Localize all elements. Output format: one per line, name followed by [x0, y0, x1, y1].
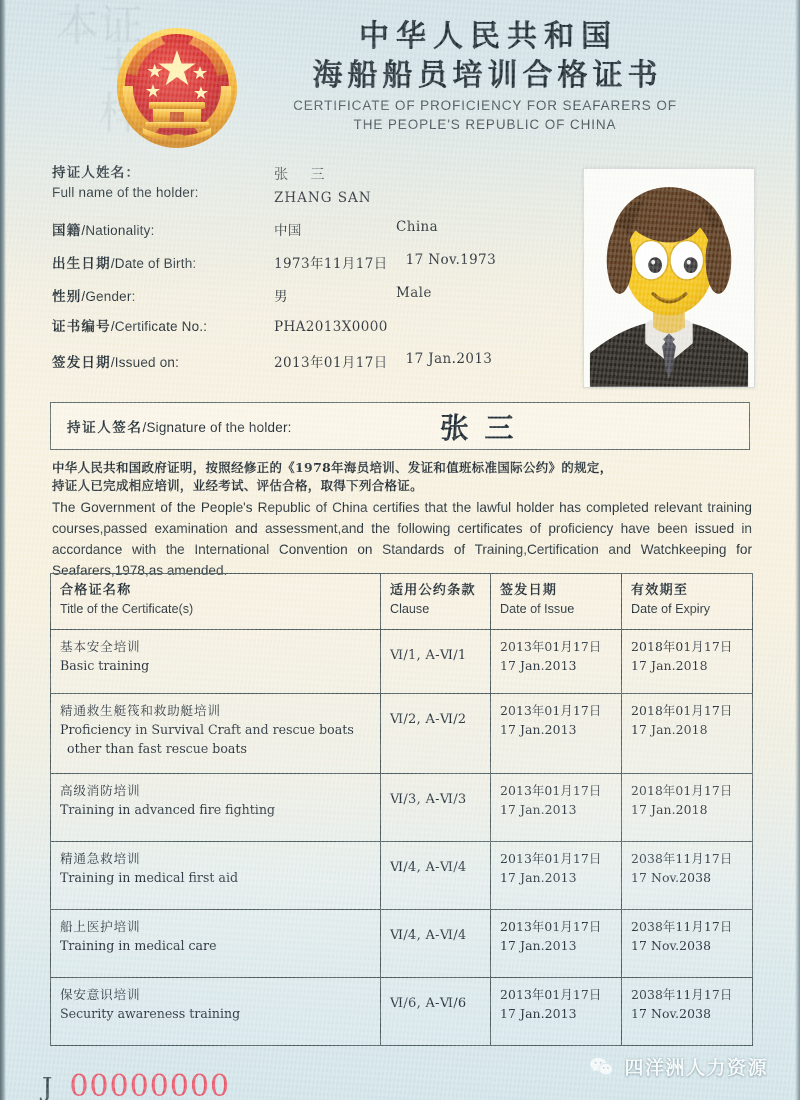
detail-label-name: [52, 163, 274, 203]
detail-label-gender-en: /Gender:: [81, 289, 136, 304]
cell-expiry-en: 17 Nov.2038: [631, 938, 712, 953]
cell-expiry: [622, 910, 753, 978]
cell-expiry-cn: 2018年01月17日: [631, 703, 733, 718]
cell-issue-en: 17 Jan.2013: [500, 938, 577, 953]
signature-label-cn: 持证人签名: [67, 420, 143, 436]
table-header-title-en: Title of the Certificate(s): [60, 602, 194, 616]
cell-issue-en: 17 Jan.2013: [500, 870, 577, 885]
holder-details: [52, 163, 562, 384]
table-header-row: [51, 574, 753, 630]
cell-issue-cn: 2013年01月17日: [500, 919, 602, 934]
cell-issue-en: 17 Jan.2013: [500, 802, 577, 817]
cell-expiry-en: 17 Jan.2018: [631, 802, 708, 817]
ghost-watermark: 证书样本: [47, 2, 142, 134]
declaration-cn-line2: 持证人已完成相应培训，业经考试、评估合格，取得下列合格证。: [52, 478, 423, 493]
brand-text: 四洋洲人力资源: [624, 1057, 768, 1079]
cell-clause: Ⅵ/2, A-Ⅵ/2: [381, 694, 491, 774]
cell-title-cn: 保安意识培训: [60, 987, 141, 1002]
cell-title-cn: 基本安全培训: [60, 639, 141, 654]
cell-issue-cn: 2013年01月17日: [500, 783, 602, 798]
detail-label-name-cn: 持证人姓名：: [52, 165, 141, 181]
table-header-issue-cn: 签发日期: [500, 583, 558, 598]
gender-cn: 男: [274, 289, 288, 305]
detail-label-nationality: [52, 222, 274, 239]
cell-expiry: [622, 842, 753, 910]
holder-name-cn: 张 三: [274, 167, 334, 183]
cell-issue: [491, 978, 622, 1046]
gender-en: Male: [396, 285, 432, 301]
cell-expiry-cn: 2038年11月17日: [631, 851, 733, 866]
wechat-icon: [588, 1054, 614, 1080]
holder-photo: [583, 168, 755, 388]
cell-clause: Ⅵ/3, A-Ⅵ/3: [381, 774, 491, 842]
table-row: [51, 910, 753, 978]
detail-label-issued-on-en: /Issued on:: [110, 355, 180, 370]
certificate-header: [0, 0, 800, 155]
cell-title-en: Training in medical first aid: [60, 870, 239, 885]
declaration-en: The Government of the People's Republic of China certifies that the lawful holder has completed relevant training courses,passed examination and assessment,and the following certificates of proficiency have been issued in accordance with the International Convention on Standards of Training,Certification and Watchkeeping for Seafarers,1978,as amended.: [52, 500, 752, 578]
cell-title-cn: 精通救生艇筏和救助艇培训: [60, 703, 221, 718]
detail-row-issued-on: [52, 351, 562, 384]
cell-issue-cn: 2013年01月17日: [500, 639, 602, 654]
issued-on-cn: 2013年01月17日: [274, 355, 388, 371]
cell-issue-cn: 2013年01月17日: [500, 987, 602, 1002]
cell-expiry-en: 17 Nov.2038: [631, 1006, 712, 1021]
cell-issue: [491, 694, 622, 774]
detail-label-gender: [52, 288, 274, 305]
detail-label-certificate-no-cn: 证书编号: [52, 319, 111, 335]
detail-label-birth-cn: 出生日期: [52, 256, 111, 272]
cell-expiry-en: 17 Nov.2038: [631, 870, 712, 885]
table-row: [51, 978, 753, 1046]
cell-issue-en: 17 Jan.2013: [500, 1006, 577, 1021]
declaration-text: [52, 459, 752, 581]
table-header-clause-en: Clause: [390, 602, 430, 616]
cell-expiry-cn: 2018年01月17日: [631, 783, 733, 798]
cell-issue-en: 17 Jan.2013: [500, 658, 577, 673]
nationality-en: China: [396, 219, 439, 235]
detail-label-name-en: Full name of the holder:: [52, 185, 199, 200]
table-row: [51, 630, 753, 694]
cell-clause: Ⅵ/4, A-Ⅵ/4: [381, 842, 491, 910]
detail-value-birth: [274, 252, 496, 272]
detail-label-birth: [52, 255, 274, 272]
serial-digits: 00000000: [69, 1069, 231, 1100]
page-edge-right: [795, 0, 800, 1100]
cell-issue: [491, 774, 622, 842]
signature-value: 张三: [438, 410, 531, 445]
detail-label-nationality-en: /Nationality:: [81, 223, 155, 238]
title-block: [250, 18, 720, 134]
table-row: [51, 842, 753, 910]
cell-issue-en: 17 Jan.2013: [500, 722, 577, 737]
detail-label-certificate-no-en: /Certificate No.:: [110, 319, 208, 334]
signature-label: [67, 416, 292, 436]
detail-label-issued-on-cn: 签发日期: [52, 355, 111, 371]
nationality-cn: 中国: [274, 223, 302, 239]
page-edge-left: [0, 0, 6, 1100]
cell-expiry: [622, 630, 753, 694]
cell-title: [51, 694, 381, 774]
table-header-clause-cn: 适用公约条款: [390, 583, 476, 598]
table-row: [51, 774, 753, 842]
holder-photo-image: [584, 169, 754, 387]
cell-expiry: [622, 774, 753, 842]
cell-expiry-cn: 2018年01月17日: [631, 639, 733, 654]
cell-title: [51, 910, 381, 978]
cell-issue-cn: 2013年01月17日: [500, 703, 602, 718]
cell-expiry-cn: 2038年11月17日: [631, 919, 733, 934]
title-en-line2: THE PEOPLE'S REPUBLIC OF CHINA: [353, 117, 617, 132]
cell-title-en: Training in advanced fire fighting: [60, 802, 275, 817]
detail-value-name: [274, 163, 372, 206]
table-header-expiry-en: Date of Expiry: [631, 602, 711, 616]
detail-row-nationality: [52, 219, 562, 252]
signature-label-en: /Signature of the holder:: [142, 420, 292, 435]
detail-value-nationality: [274, 219, 438, 239]
table-header-expiry: [622, 574, 753, 630]
detail-value-issued-on: [274, 351, 492, 371]
cell-expiry: [622, 694, 753, 774]
detail-label-gender-cn: 性别: [52, 289, 82, 305]
cell-title-cn: 船上医护培训: [60, 919, 141, 934]
certificates-table: [50, 573, 753, 1046]
cell-title-cn: 精通急救培训: [60, 851, 141, 866]
brand-watermark: [588, 1053, 768, 1080]
cell-clause: Ⅵ/4, A-Ⅵ/4: [381, 910, 491, 978]
cell-clause: Ⅵ/1, A-Ⅵ/1: [381, 630, 491, 694]
detail-label-nationality-cn: 国籍: [52, 223, 82, 239]
cell-title-cn: 高级消防培训: [60, 783, 141, 798]
cell-expiry-en: 17 Jan.2018: [631, 658, 708, 673]
cell-expiry-cn: 2038年11月17日: [631, 987, 733, 1002]
table-row: [51, 694, 753, 774]
signature-box: [50, 402, 750, 450]
birth-date-en: 17 Nov.1973: [405, 252, 497, 268]
title-cn-line2: 海船船员培训合格证书: [312, 58, 663, 93]
table-header-issue-en: Date of Issue: [500, 602, 575, 616]
cell-issue-cn: 2013年01月17日: [500, 851, 602, 866]
cell-title: [51, 842, 381, 910]
table-header-clause: [381, 574, 491, 630]
certificate-no-value: PHA2013X0000: [274, 319, 388, 335]
cell-expiry: [622, 978, 753, 1046]
detail-row-certificate-no: [52, 318, 562, 351]
detail-label-issued-on: [52, 354, 274, 371]
cell-title: [51, 978, 381, 1046]
detail-row-gender: [52, 285, 562, 318]
issued-on-en: 17 Jan.2013: [405, 351, 493, 367]
cell-title-en: Proficiency in Survival Craft and rescue boats: [60, 722, 354, 737]
detail-value-gender: [274, 285, 432, 305]
table-header-issue: [491, 574, 622, 630]
serial-prefix: J: [42, 1073, 54, 1100]
holder-name-en: ZHANG SAN: [274, 190, 372, 206]
table-header-title-cn: 合格证名称: [60, 583, 132, 598]
cell-title-en: Basic training: [60, 658, 150, 673]
cell-clause: Ⅵ/6, A-Ⅵ/6: [381, 978, 491, 1046]
declaration-cn-line1: 中华人民共和国政府证明，按照经修正的《1978年海员培训、发证和值班标准国际公约》的规定，: [52, 460, 613, 475]
cell-title: [51, 630, 381, 694]
table-header-title: [51, 574, 381, 630]
detail-label-birth-en: /Date of Birth:: [110, 256, 197, 271]
cell-title: [51, 774, 381, 842]
title-cn-line1: 中华人民共和国: [359, 19, 618, 54]
detail-label-certificate-no: [52, 318, 274, 335]
cell-expiry-en: 17 Jan.2018: [631, 722, 708, 737]
serial-number: [42, 1069, 230, 1100]
china-national-emblem-icon: [113, 24, 241, 152]
detail-row-birth: [52, 252, 562, 285]
birth-date-cn: 1973年11月17日: [274, 256, 388, 272]
cell-issue: [491, 910, 622, 978]
detail-row-name: [52, 163, 562, 219]
cell-issue: [491, 630, 622, 694]
cell-title-en: Training in medical care: [60, 938, 217, 953]
cell-title-en2: other than fast rescue boats: [67, 741, 247, 756]
cell-title-en: Security awareness training: [60, 1006, 241, 1021]
table-header-expiry-cn: 有效期至: [631, 583, 689, 598]
detail-value-certificate-no: [274, 319, 424, 335]
title-en-line1: CERTIFICATE OF PROFICIENCY FOR SEAFARERS OF: [293, 98, 677, 113]
cell-issue: [491, 842, 622, 910]
